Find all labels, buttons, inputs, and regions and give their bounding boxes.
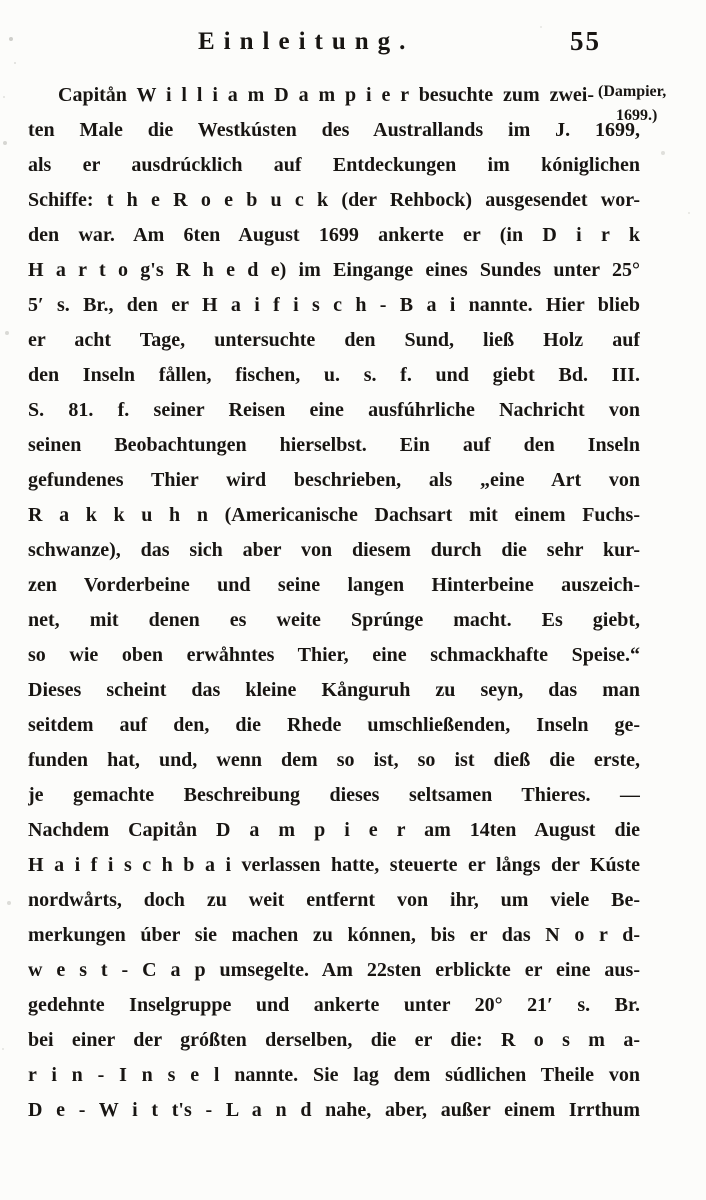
text-line: zen Vorderbeine und seine langen Hinterbeine auszeich- [28, 574, 640, 596]
text-line: als er ausdrúcklich auf Entdeckungen im kóniglichen [28, 154, 640, 176]
text-line: S. 81. f. seiner Reisen eine ausfúhrliche Nachricht von [28, 399, 640, 421]
text-line: er acht Tage, untersuchte den Sund, ließ Holz auf [28, 329, 640, 351]
text-line: net, mit denen es weite Sprúnge macht. Es giebt, [28, 609, 640, 631]
text-line: schwanze), das sich aber von diesem durch die sehr kur- [28, 539, 640, 561]
text-line: gedehnte Inselgruppe und ankerte unter 20° 21′ s. Br. [28, 994, 640, 1016]
text-line: seitdem auf den, die Rhede umschließenden, Inseln ge- [28, 714, 640, 736]
text-line: Schiffe: t h e R o e b u c k (der Rehbock) ausgesendet wor- [28, 189, 640, 211]
text-line: r i n - I n s e l nannte. Sie lag dem súdlichen Theile von [28, 1064, 640, 1086]
text-line: den Inseln fållen, fischen, u. s. f. und giebt Bd. III. [28, 364, 640, 386]
text-line: merkungen úber sie machen zu kónnen, bis er das N o r d- [28, 924, 640, 946]
text-line: bei einer der gróßten derselben, die er die: R o s m a- [28, 1029, 640, 1051]
text-line: H a r t o g's R h e d e) im Eingange eines Sundes unter 25° [28, 259, 640, 281]
text-line: so wie oben erwåhntes Thier, eine schmackhafte Speise.“ [28, 644, 640, 666]
text-line: seinen Beobachtungen hierselbst. Ein auf den Inseln [28, 434, 640, 456]
text-line: funden hat, und, wenn dem so ist, so ist dieß die erste, [28, 749, 640, 771]
text-line: gefundenes Thier wird beschrieben, als „eine Art von [28, 469, 640, 491]
text-line: 5′ s. Br., den er H a i f i s c h - B a i nannte. Hier blieb [28, 294, 640, 316]
text-line: H a i f i s c h b a i verlassen hatte, steuerte er långs der Kúste [28, 854, 640, 876]
text-line: Nachdem Capitån D a m p i e r am 14ten August die [28, 819, 640, 841]
page-number: 55 [570, 26, 601, 56]
margin-note-line-1: (Dampier, [598, 83, 667, 100]
margin-note-line-2: 1699.) [616, 107, 658, 124]
text-line: nordwårts, doch zu weit entfernt von ihr, um viele Be- [28, 889, 640, 911]
text-line: D e - W i t t's - L a n d nahe, aber, außer einem Irrthum [28, 1099, 640, 1121]
text-line: je gemachte Beschreibung dieses seltsamen Thieres. — [28, 784, 640, 806]
text-line: Capitån W i l l i a m D a m p i e r besuchte zum zwei- [58, 84, 594, 106]
text-line: w e s t - C a p umsegelte. Am 22sten erblickte er eine aus- [28, 959, 640, 981]
margin-note [598, 80, 704, 128]
text-line: den war. Am 6ten August 1699 ankerte er (in D i r k [28, 224, 640, 246]
page-header [0, 26, 706, 68]
text-line: R a k k u h n (Americanische Dachsart mit einem Fuchs- [28, 504, 640, 526]
running-title: Einleitung. [198, 28, 415, 55]
text-line: Dieses scheint das kleine Kånguruh zu seyn, das man [28, 679, 640, 701]
text-line: ten Male die Westkústen des Australlands im J. 1699, [28, 119, 640, 141]
body-text [28, 78, 640, 1128]
